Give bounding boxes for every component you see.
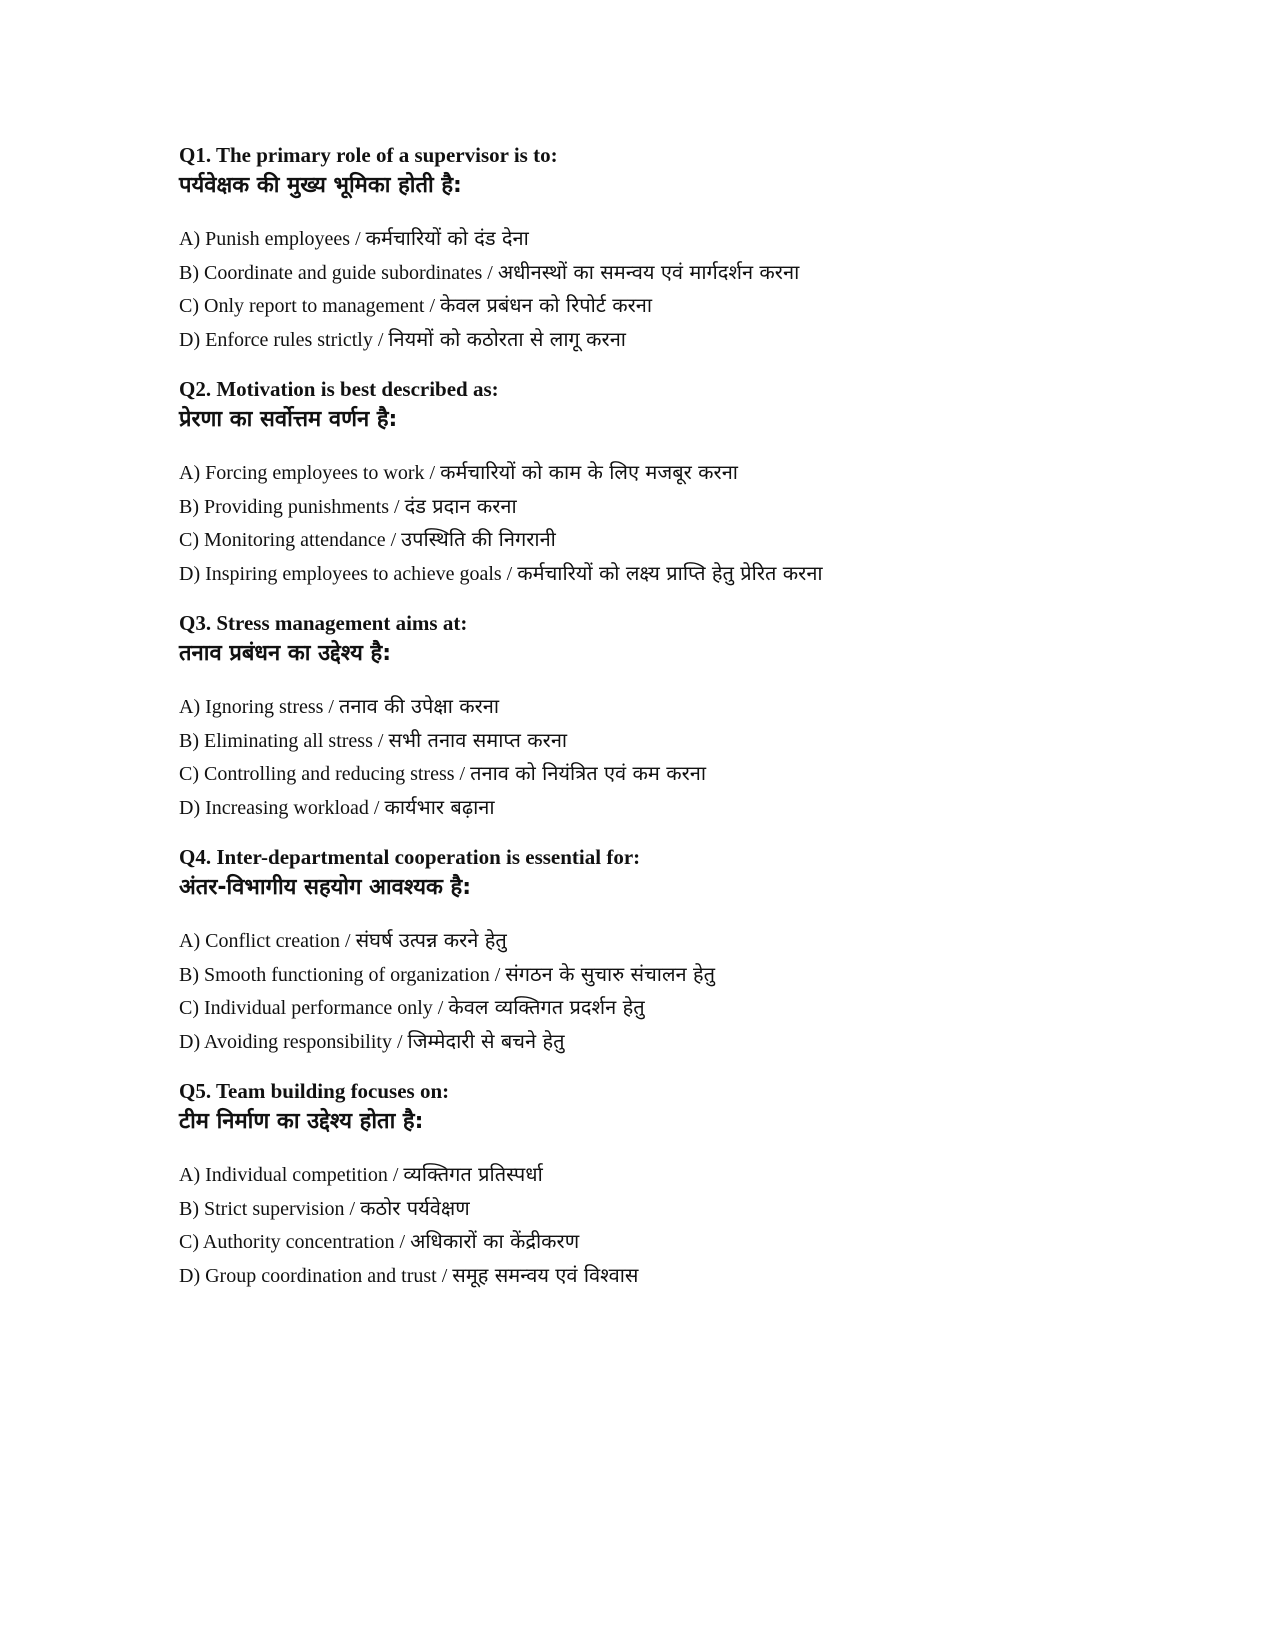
option-b	[179, 490, 1179, 524]
question-title-en: Q2. Motivation is best described as:	[179, 377, 499, 401]
option-text-en: A) Punish employees /	[179, 228, 366, 250]
option-text-en: D) Enforce rules strictly /	[179, 328, 389, 351]
option-text-hi: संगठन के सुचारु संचालन हेतु	[505, 961, 715, 986]
option-text-en: B) Eliminating all stress /	[179, 729, 389, 752]
option-a	[179, 690, 1179, 724]
option-text-en: B) Providing punishments /	[179, 495, 405, 518]
question-3	[179, 608, 1179, 824]
options-list	[179, 924, 1179, 1058]
option-c	[179, 757, 1179, 791]
question-title-hi: तनाव प्रबंधन का उद्देश्य है:	[179, 641, 392, 666]
option-a	[179, 924, 1179, 958]
option-text-en: C) Only report to management /	[179, 295, 441, 317]
option-b	[179, 256, 1179, 290]
question-title-hi: प्रेरणा का सर्वोत्तम वर्णन है:	[179, 407, 398, 432]
option-text-hi: कार्यभार बढ़ाना	[384, 794, 495, 819]
option-text-hi: केवल प्रबंधन को रिपोर्ट करना	[440, 293, 653, 317]
option-text-en: D) Group coordination and trust /	[179, 1264, 453, 1287]
option-text-en: A) Forcing employees to work /	[179, 462, 441, 484]
option-c	[179, 991, 1179, 1025]
options-list	[179, 690, 1179, 824]
question-title-hi: टीम निर्माण का उद्देश्य होता है:	[179, 1109, 424, 1134]
option-text-hi: केवल व्यक्तिगत प्रदर्शन हेतु	[448, 995, 645, 1019]
option-text-hi: जिम्मेदारी से बचने हेतु	[407, 1028, 565, 1053]
option-a	[179, 456, 1179, 490]
option-text-hi: नियमों को कठोरता से लागू करना	[388, 326, 626, 351]
question-title-en: Q5. Team building focuses on:	[179, 1079, 450, 1103]
question-2	[179, 374, 1179, 590]
question-1	[179, 140, 1179, 356]
question-title-hi: पर्यवेक्षक की मुख्य भूमिका होती है:	[179, 173, 462, 198]
option-text-en: D) Avoiding responsibility /	[179, 1030, 408, 1053]
option-text-hi: दंड प्रदान करना	[404, 493, 517, 518]
option-c	[179, 523, 1179, 557]
option-text-hi: अधिकारों का केंद्रीकरण	[410, 1229, 580, 1253]
option-text-hi: कठोर पर्यवेक्षण	[360, 1195, 470, 1220]
option-text-en: C) Individual performance only /	[179, 997, 449, 1019]
question-title-en: Q4. Inter-departmental cooperation is essential for:	[179, 845, 641, 869]
option-d	[179, 1025, 1179, 1059]
option-text-en: C) Monitoring attendance /	[179, 529, 402, 551]
option-text-hi: समूह समन्वय एवं विश्वास	[452, 1262, 639, 1287]
option-text-hi: तनाव को नियंत्रित एवं कम करना	[470, 761, 707, 785]
option-text-hi: संघर्ष उत्पन्न करने हेतु	[355, 928, 507, 952]
option-text-hi: तनाव की उपेक्षा करना	[338, 694, 500, 718]
question-5	[179, 1076, 1179, 1292]
option-b	[179, 1192, 1179, 1226]
option-text-hi: कर्मचारियों को दंड देना	[365, 226, 529, 250]
option-text-en: B) Coordinate and guide subordinates /	[179, 261, 498, 284]
option-text-en: C) Authority concentration /	[179, 1231, 411, 1253]
option-text-hi: अधीनस्थों का समन्वय एवं मार्गदर्शन करना	[497, 259, 800, 284]
option-text-en: A) Individual competition /	[179, 1164, 404, 1186]
option-d	[179, 323, 1179, 357]
question-sheet	[179, 140, 1179, 1310]
option-text-hi: कर्मचारियों को लक्ष्य प्राप्ति हेतु प्रेरित करना	[517, 560, 823, 585]
option-text-hi: कर्मचारियों को काम के लिए मजबूर करना	[440, 460, 738, 484]
options-list	[179, 456, 1179, 590]
option-text-en: D) Increasing workload /	[179, 796, 385, 819]
option-text-hi: सभी तनाव समाप्त करना	[388, 727, 568, 752]
option-c	[179, 1225, 1179, 1259]
question-4	[179, 842, 1179, 1058]
option-text-en: D) Inspiring employees to achieve goals /	[179, 562, 518, 585]
option-text-en: B) Smooth functioning of organization /	[179, 963, 506, 986]
option-b	[179, 958, 1179, 992]
option-d	[179, 1259, 1179, 1293]
option-text-en: A) Conflict creation /	[179, 930, 356, 952]
option-text-hi: व्यक्तिगत प्रतिस्पर्धा	[403, 1162, 543, 1186]
option-b	[179, 724, 1179, 758]
option-d	[179, 557, 1179, 591]
option-text-hi: उपस्थिति की निगरानी	[401, 527, 556, 551]
question-title-hi: अंतर-विभागीय सहयोग आवश्यक है:	[179, 875, 471, 900]
option-text-en: C) Controlling and reducing stress /	[179, 763, 471, 785]
option-text-en: B) Strict supervision /	[179, 1197, 361, 1220]
options-list	[179, 222, 1179, 356]
options-list	[179, 1158, 1179, 1292]
option-text-en: A) Ignoring stress /	[179, 696, 339, 718]
option-a	[179, 1158, 1179, 1192]
option-c	[179, 289, 1179, 323]
option-a	[179, 222, 1179, 256]
question-title-en: Q1. The primary role of a supervisor is to:	[179, 143, 558, 167]
question-title-en: Q3. Stress management aims at:	[179, 611, 468, 635]
option-d	[179, 791, 1179, 825]
